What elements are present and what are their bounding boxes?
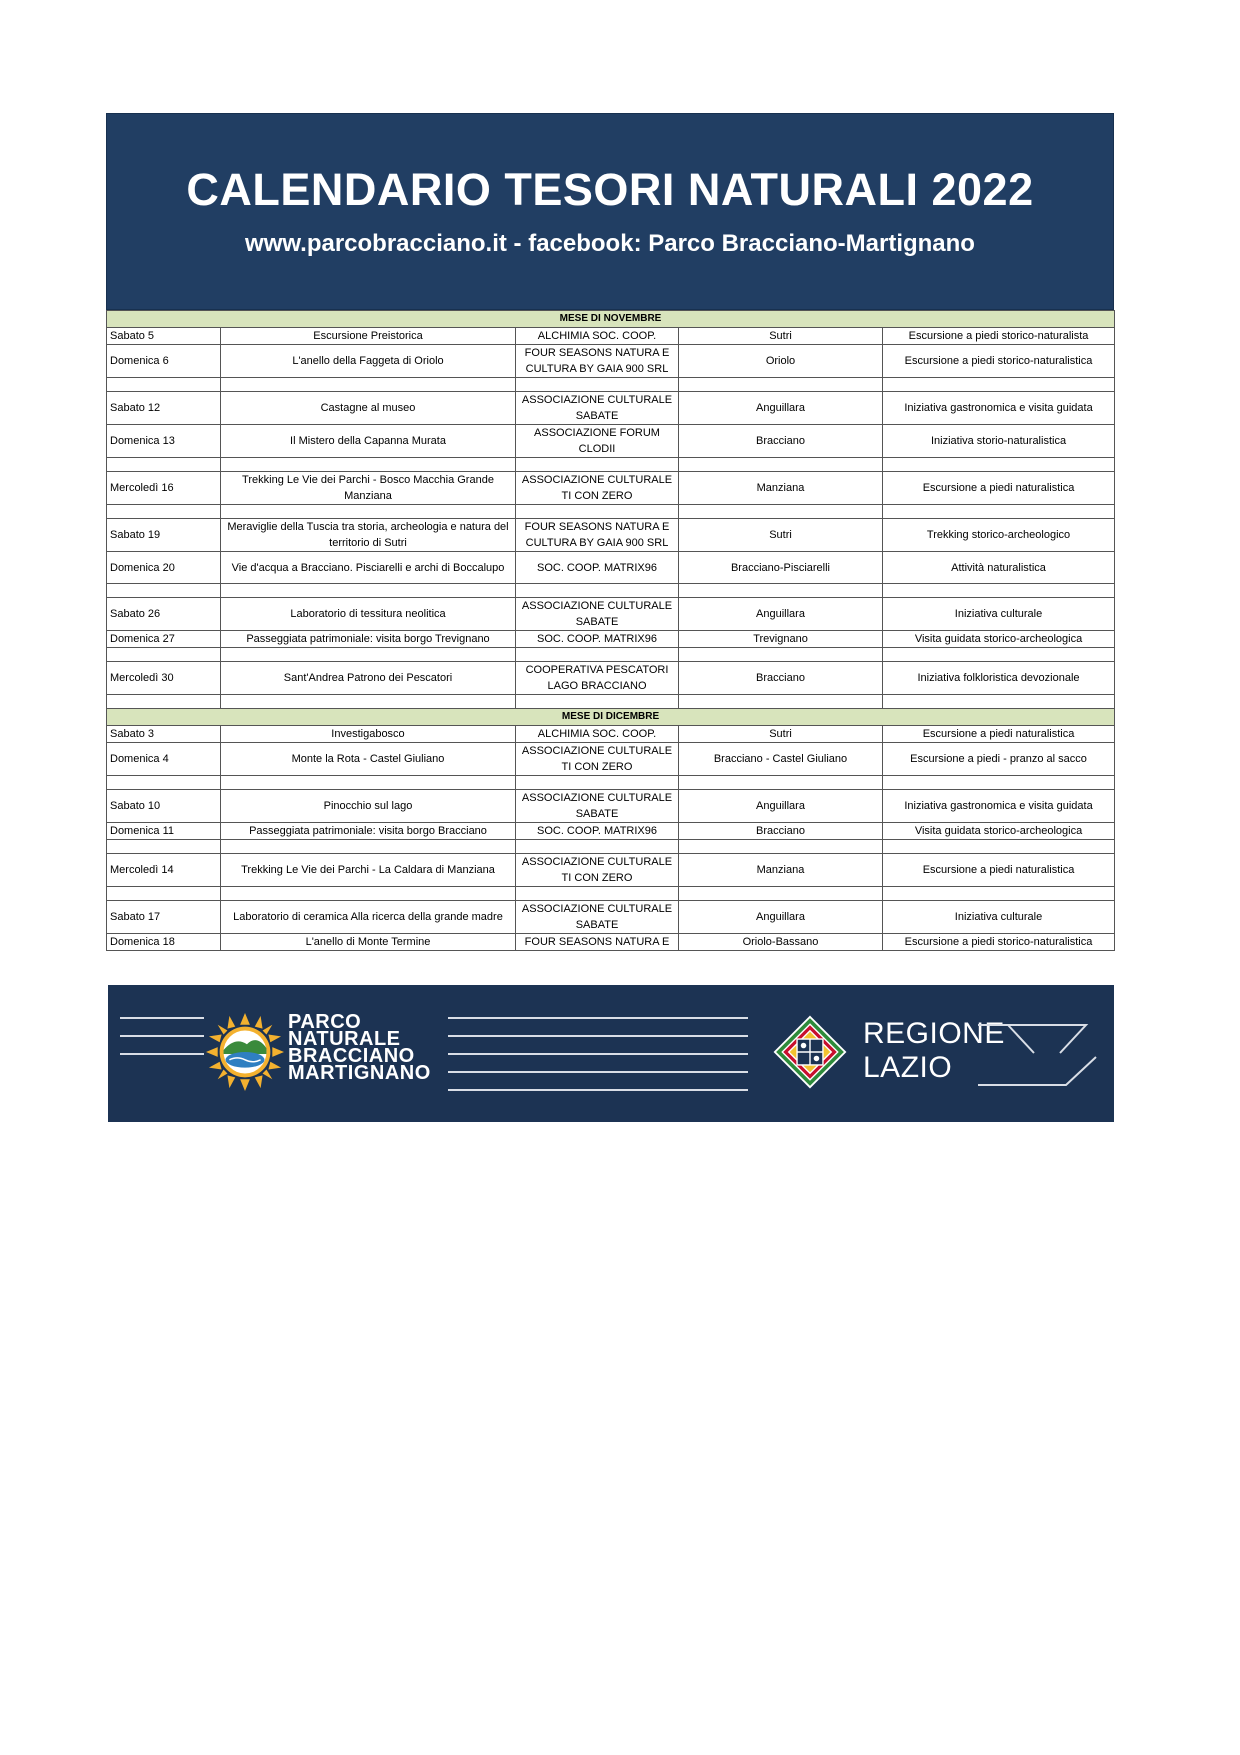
empty-cell [516,378,679,392]
empty-cell [516,458,679,472]
empty-cell [679,695,883,709]
regione-lazio-emblem-icon [773,1015,847,1089]
calendar-header [106,113,1114,310]
empty-cell [107,840,221,854]
event-location-cell: Anguillara [679,790,883,823]
empty-cell [516,505,679,519]
event-row [107,598,1115,631]
event-location-cell: Oriolo-Bassano [679,934,883,951]
decor-line [120,1053,204,1055]
event-type-cell: Escursione a piedi naturalistica [883,472,1115,505]
event-day-cell: Sabato 17 [107,901,221,934]
empty-cell [516,840,679,854]
event-row [107,743,1115,776]
event-location-cell: Sutri [679,519,883,552]
event-event-cell: Trekking Le Vie dei Parchi - Bosco Macchia Grande Manziana [221,472,516,505]
event-type-cell: Iniziativa culturale [883,598,1115,631]
event-location-cell: Bracciano [679,823,883,840]
event-type-cell: Iniziativa gastronomica e visita guidata [883,790,1115,823]
empty-cell [221,776,516,790]
empty-cell [107,584,221,598]
event-type-cell: Iniziativa folkloristica devozionale [883,662,1115,695]
event-location-cell: Bracciano-Pisciarelli [679,552,883,584]
event-location-cell: Manziana [679,854,883,887]
event-row [107,552,1115,584]
park-name-line: BRACCIANO [288,1045,415,1067]
empty-cell [679,505,883,519]
event-location-cell: Sutri [679,328,883,345]
event-day-cell: Sabato 10 [107,790,221,823]
event-organizer-cell: COOPERATIVA PESCATORI LAGO BRACCIANO [516,662,679,695]
empty-cell [883,776,1115,790]
schedule-table [106,310,1115,951]
spacer-row [107,648,1115,662]
event-row [107,854,1115,887]
event-day-cell: Sabato 3 [107,726,221,743]
park-name-line: PARCO [288,1011,362,1033]
region-arrows-icon [978,1015,1098,1091]
event-day-cell: Sabato 5 [107,328,221,345]
footer-banner [108,985,1114,1122]
event-type-cell: Visita guidata storico-archeologica [883,631,1115,648]
spacer-row [107,505,1115,519]
event-type-cell: Visita guidata storico-archeologica [883,823,1115,840]
spacer-row [107,378,1115,392]
event-row [107,425,1115,458]
event-type-cell: Escursione a piedi naturalistica [883,726,1115,743]
event-row [107,823,1115,840]
event-row [107,472,1115,505]
event-location-cell: Anguillara [679,392,883,425]
empty-cell [679,776,883,790]
spacer-row [107,887,1115,901]
event-organizer-cell: ALCHIMIA SOC. COOP. [516,328,679,345]
event-day-cell: Sabato 19 [107,519,221,552]
empty-cell [883,840,1115,854]
event-event-cell: L'anello di Monte Termine [221,934,516,951]
empty-cell [221,378,516,392]
empty-cell [221,840,516,854]
park-name [288,1011,431,1084]
empty-cell [221,584,516,598]
empty-cell [107,505,221,519]
event-row [107,934,1115,951]
event-event-cell: Passeggiata patrimoniale: visita borgo Trevignano [221,631,516,648]
empty-cell [883,505,1115,519]
event-row [107,631,1115,648]
empty-cell [516,776,679,790]
region-name-line: LAZIO [863,1051,953,1084]
event-day-cell: Mercoledì 16 [107,472,221,505]
event-location-cell: Anguillara [679,901,883,934]
event-type-cell: Escursione a piedi naturalistica [883,854,1115,887]
park-sun-lake-icon [206,1013,284,1091]
decor-line [448,1017,748,1019]
month-header-row [107,311,1115,328]
event-type-cell: Iniziativa storio-naturalistica [883,425,1115,458]
spacer-row [107,776,1115,790]
event-organizer-cell: ASSOCIAZIONE FORUM CLODII [516,425,679,458]
month-header-row [107,709,1115,726]
event-event-cell: Escursione Preistorica [221,328,516,345]
empty-cell [221,887,516,901]
empty-cell [883,648,1115,662]
event-event-cell: Monte la Rota - Castel Giuliano [221,743,516,776]
event-row [107,345,1115,378]
event-event-cell: Laboratorio di tessitura neolitica [221,598,516,631]
event-organizer-cell: ALCHIMIA SOC. COOP. [516,726,679,743]
event-type-cell: Escursione a piedi - pranzo al sacco [883,743,1115,776]
event-location-cell: Trevignano [679,631,883,648]
event-organizer-cell: FOUR SEASONS NATURA E CULTURA BY GAIA 900 SRL [516,519,679,552]
empty-cell [883,584,1115,598]
event-organizer-cell: ASSOCIAZIONE CULTURALE SABATE [516,392,679,425]
decor-line [448,1035,748,1037]
empty-cell [883,458,1115,472]
empty-cell [516,695,679,709]
decor-line [448,1071,748,1073]
event-event-cell: Sant'Andrea Patrono dei Pescatori [221,662,516,695]
event-row [107,901,1115,934]
spacer-row [107,840,1115,854]
event-event-cell: Vie d'acqua a Bracciano. Pisciarelli e archi di Boccalupo [221,552,516,584]
empty-cell [221,458,516,472]
empty-cell [679,458,883,472]
empty-cell [221,695,516,709]
schedule-body [107,311,1115,951]
event-type-cell: Trekking storico-archeologico [883,519,1115,552]
event-organizer-cell: ASSOCIAZIONE CULTURALE SABATE [516,598,679,631]
page-title: CALENDARIO TESORI NATURALI 2022 [186,164,1034,215]
page-subtitle: www.parcobracciano.it - facebook: Parco Bracciano-Martignano [245,230,975,257]
event-type-cell: Escursione a piedi storico-naturalistica [883,345,1115,378]
event-type-cell: Iniziativa gastronomica e visita guidata [883,392,1115,425]
event-day-cell: Domenica 6 [107,345,221,378]
region-name-line: REGIONE [863,1017,1005,1050]
event-day-cell: Sabato 12 [107,392,221,425]
empty-cell [107,458,221,472]
decor-line [120,1017,204,1019]
event-row [107,662,1115,695]
month-label: MESE DI DICEMBRE [107,709,1115,726]
event-location-cell: Sutri [679,726,883,743]
event-organizer-cell: ASSOCIAZIONE CULTURALE TI CON ZERO [516,854,679,887]
spacer-row [107,695,1115,709]
event-day-cell: Mercoledì 14 [107,854,221,887]
empty-cell [107,776,221,790]
event-location-cell: Oriolo [679,345,883,378]
event-organizer-cell: SOC. COOP. MATRIX96 [516,552,679,584]
decor-line [448,1089,748,1091]
event-organizer-cell: SOC. COOP. MATRIX96 [516,823,679,840]
empty-cell [883,887,1115,901]
event-organizer-cell: ASSOCIAZIONE CULTURALE SABATE [516,901,679,934]
event-location-cell: Manziana [679,472,883,505]
month-label: MESE DI NOVEMBRE [107,311,1115,328]
park-name-line: MARTIGNANO [288,1062,431,1084]
event-row [107,328,1115,345]
event-day-cell: Domenica 4 [107,743,221,776]
empty-cell [679,648,883,662]
event-day-cell: Domenica 13 [107,425,221,458]
empty-cell [107,378,221,392]
empty-cell [107,648,221,662]
event-location-cell: Bracciano [679,662,883,695]
event-type-cell: Escursione a piedi storico-naturalistica [883,934,1115,951]
event-day-cell: Domenica 11 [107,823,221,840]
decor-line [448,1053,748,1055]
event-event-cell: Pinocchio sul lago [221,790,516,823]
empty-cell [883,378,1115,392]
empty-cell [679,840,883,854]
event-organizer-cell: ASSOCIAZIONE CULTURALE TI CON ZERO [516,743,679,776]
event-day-cell: Domenica 27 [107,631,221,648]
event-event-cell: Investigabosco [221,726,516,743]
event-organizer-cell: ASSOCIAZIONE CULTURALE TI CON ZERO [516,472,679,505]
event-event-cell: Il Mistero della Capanna Murata [221,425,516,458]
event-event-cell: Castagne al museo [221,392,516,425]
event-organizer-cell: SOC. COOP. MATRIX96 [516,631,679,648]
event-day-cell: Mercoledì 30 [107,662,221,695]
event-day-cell: Domenica 20 [107,552,221,584]
spacer-row [107,458,1115,472]
empty-cell [516,887,679,901]
event-organizer-cell: ASSOCIAZIONE CULTURALE SABATE [516,790,679,823]
event-row [107,392,1115,425]
event-row [107,726,1115,743]
event-event-cell: Laboratorio di ceramica Alla ricerca della grande madre [221,901,516,934]
event-location-cell: Bracciano - Castel Giuliano [679,743,883,776]
event-location-cell: Anguillara [679,598,883,631]
event-event-cell: Trekking Le Vie dei Parchi - La Caldara di Manziana [221,854,516,887]
empty-cell [107,887,221,901]
event-type-cell: Attività naturalistica [883,552,1115,584]
empty-cell [679,887,883,901]
event-day-cell: Sabato 26 [107,598,221,631]
event-type-cell: Escursione a piedi storico-naturalista [883,328,1115,345]
empty-cell [107,695,221,709]
event-type-cell: Iniziativa culturale [883,901,1115,934]
empty-cell [516,648,679,662]
event-day-cell: Domenica 18 [107,934,221,951]
empty-cell [679,378,883,392]
event-event-cell: Meraviglie della Tuscia tra storia, archeologia e natura del territorio di Sutri [221,519,516,552]
empty-cell [516,584,679,598]
spacer-row [107,584,1115,598]
event-location-cell: Bracciano [679,425,883,458]
park-name-line: NATURALE [288,1028,401,1050]
empty-cell [221,648,516,662]
event-organizer-cell: FOUR SEASONS NATURA E CULTURA BY GAIA 900 SRL [516,345,679,378]
event-event-cell: Passeggiata patrimoniale: visita borgo Bracciano [221,823,516,840]
event-row [107,519,1115,552]
event-row [107,790,1115,823]
decor-line [120,1035,204,1037]
event-organizer-cell: FOUR SEASONS NATURA E [516,934,679,951]
event-event-cell: L'anello della Faggeta di Oriolo [221,345,516,378]
empty-cell [679,584,883,598]
empty-cell [221,505,516,519]
empty-cell [883,695,1115,709]
